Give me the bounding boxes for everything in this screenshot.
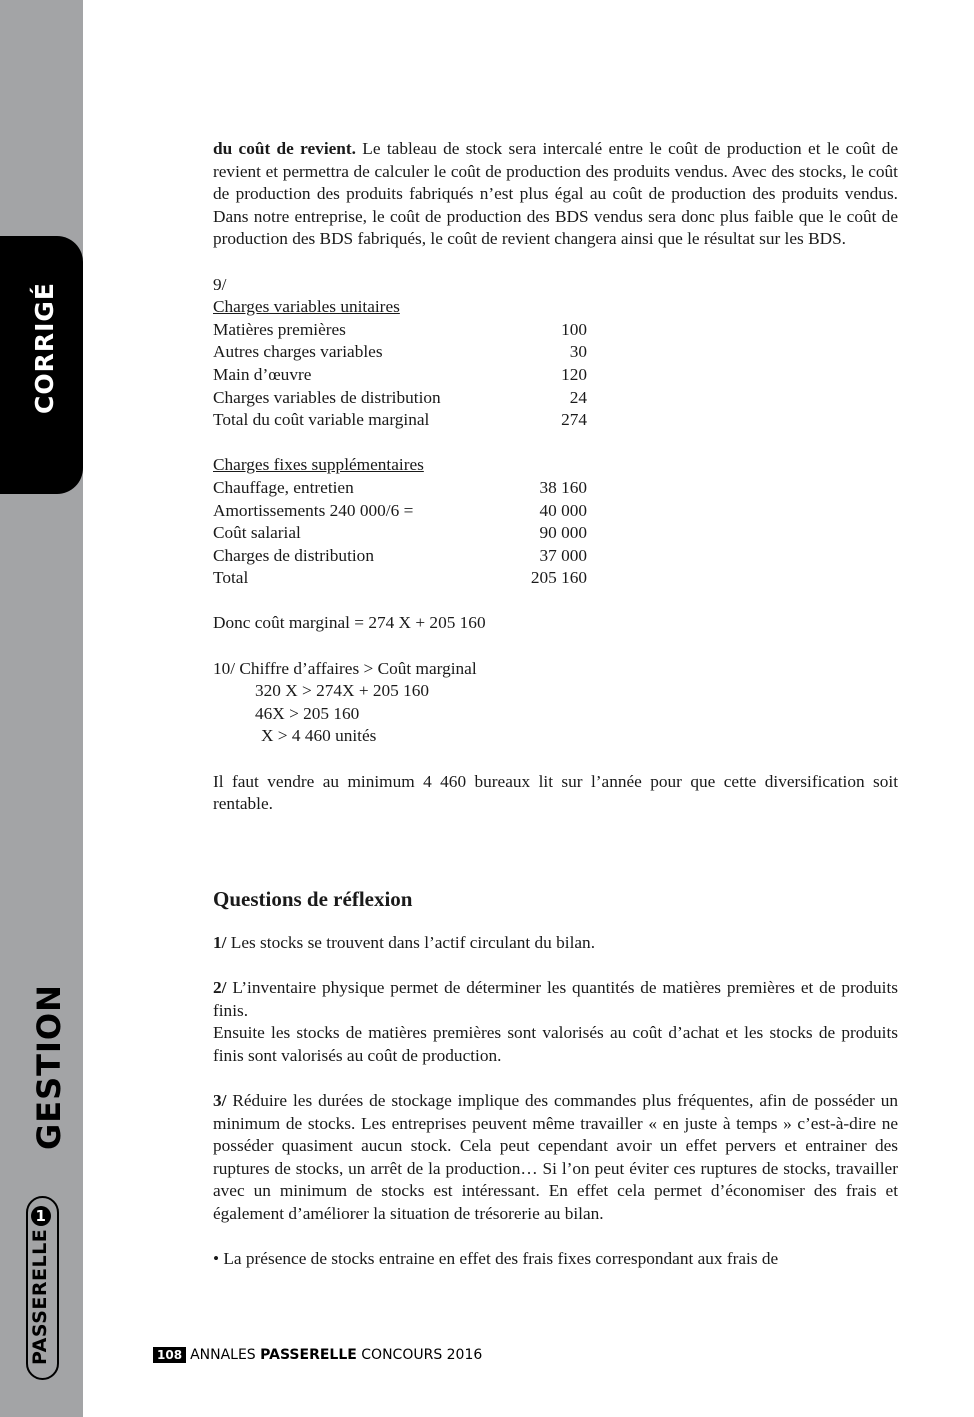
answer-1 [213,932,898,955]
charge-label: Autres charges variables [213,342,383,362]
intro-paragraph [213,138,898,251]
charge-value: 24 [569,387,587,407]
charge-row [213,364,898,387]
q10-line4: X > 4 460 unités [261,726,377,746]
fixed-charges-table [213,477,898,590]
variable-charges-title: Charges variables unitaires [213,297,400,317]
answer-3-text: Réduire les durées de stockage implique des commandes plus fréquentes, afin de posséder un minimum de stocks. Les entreprises peuvent même travailler « en juste à temps » c’est-à-dire ne posséder quasiment aucun stock. Cela peut cependant avoir un effet pervers et entrainer des ruptures de stocks, un arrêt de la production… Si l’on peut éviter ces ruptures de stocks, travailler avec un minimum de stocks est intéressant. En effet cela permet d’économiser des frais et également d’améliorer la situation de trésorerie au bilan. [213,1090,898,1223]
answer-1-text: Les stocks se trouvent dans l’actif circulant du bilan. [226,932,596,952]
q10-conclusion: Il faut vendre au minimum 4 460 bureaux lit sur l’année pour que cette diversification soit rentable. [213,771,898,814]
charge-value: 38 160 [539,477,587,497]
charge-value: 274 [561,410,587,430]
charge-label: Charges variables de distribution [213,387,441,407]
page-content [213,138,898,1271]
answer-2 [213,977,898,1022]
charge-value: 90 000 [539,523,587,543]
charge-row [213,409,898,432]
charge-row [213,319,898,342]
charge-label: Coût salarial [213,523,301,543]
charge-row [213,545,898,568]
q10-line2: 320 X > 274X + 205 160 [255,681,430,701]
intro-text: Le tableau de stock sera intercalé entre le coût de production et le coût de revient et permettra de calculer le coût de production des produits vendus. Avec des stocks, le coût de production des produits fabriqués n’est plus égal au coût de production des produits vendus. Dans notre entreprise, le coût de production des BDS vendus sera donc plus faible que le coût de production des BDS fabriqués, le coût de revient changera ainsi que le résultat sur les BDS. [213,139,899,249]
footer-pre: ANNALES [190,1347,261,1363]
intro-bold: du coût de revient. [213,139,356,158]
charge-value: 100 [561,319,587,339]
charge-value: 40 000 [539,500,587,520]
page-number: 108 [153,1347,186,1363]
page-footer [153,1347,482,1363]
charge-value: 30 [569,342,587,362]
charge-label: Charges de distribution [213,545,374,565]
variable-charges-table [213,319,898,432]
corrige-label: CORRIGÉ [30,282,59,414]
charge-label: Total du coût variable marginal [213,410,430,430]
charge-row [213,477,898,500]
charge-row [213,567,898,590]
answer-3-number: 3/ [213,1090,227,1110]
passerelle-logo [29,1206,51,1365]
reflexion-heading: Questions de réflexion [213,886,413,911]
gestion-label: GESTION [30,984,68,1150]
charge-row [213,387,898,410]
footer-post: CONCOURS 2016 [356,1347,483,1363]
answer-2-number: 2/ [213,978,227,997]
charge-value: 205 160 [530,568,587,588]
bullet-paragraph: • La présence de stocks entraine en effet des frais fixes correspondant aux frais de [213,1249,779,1269]
marginal-cost-conclusion: Donc coût marginal = 274 X + 205 160 [213,613,486,633]
charge-row [213,522,898,545]
charge-label: Amortissements 240 000/6 = [213,500,414,520]
q9-number: 9/ [213,274,227,294]
answer-2b: Ensuite les stocks de matières premières sont valorisés au coût d’achat et les stocks de produits finis sont valorisés au coût de production. [213,1023,898,1065]
fixed-charges-title: Charges fixes supplémentaires [213,455,424,475]
charge-label: Total [213,568,249,588]
logo-number: 1 [31,1206,51,1226]
charge-label: Chauffage, entretien [213,477,354,497]
q10-line3: 46X > 205 160 [255,703,360,723]
charge-row [213,341,898,364]
charge-row [213,500,898,523]
answer-1-number: 1/ [213,932,227,952]
charge-value: 37 000 [539,545,587,565]
answer-2-text: L’inventaire physique permet de déterminer les quantités de matières premières et de produits finis. [213,978,898,1020]
answer-3 [213,1090,898,1226]
footer-brand: PASSERELLE [260,1347,357,1363]
logo-text: PASSERELLE [29,1228,51,1365]
charge-label: Main d’œuvre [213,364,312,384]
q10-line1: 10/ Chiffre d’affaires > Coût marginal [213,658,477,678]
charge-value: 120 [561,364,587,384]
charge-label: Matières premières [213,319,346,339]
